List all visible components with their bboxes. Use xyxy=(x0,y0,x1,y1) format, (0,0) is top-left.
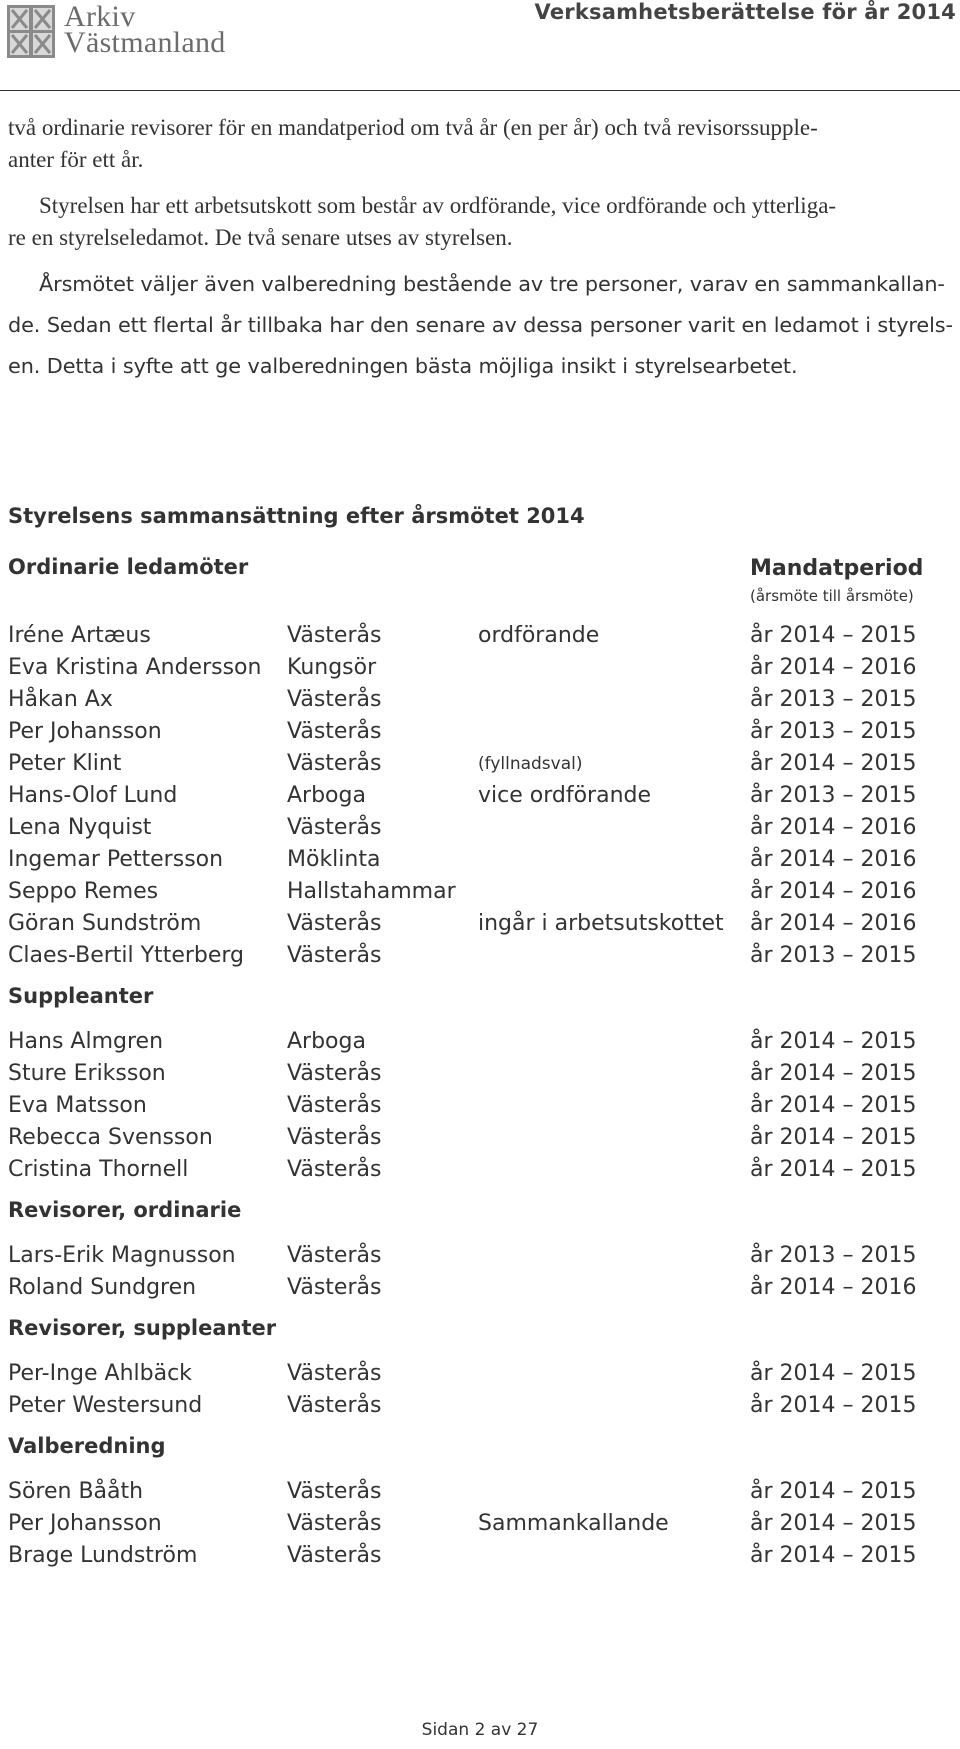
roster-row xyxy=(8,1058,953,1090)
member-term: år 2014 – 2015 xyxy=(750,751,917,776)
page-header xyxy=(0,0,960,92)
ordinary-members-heading: Ordinarie ledamöter xyxy=(8,555,249,579)
member-term: år 2014 – 2016 xyxy=(750,879,917,904)
roster-row xyxy=(8,1026,953,1058)
logo-mark-icon xyxy=(6,4,56,59)
member-name: Rebecca Svensson xyxy=(8,1125,213,1150)
member-term: år 2013 – 2015 xyxy=(750,719,917,744)
roster-row xyxy=(8,716,953,748)
logo-line-arkiv: Arkiv xyxy=(64,0,136,33)
member-town: Västerås xyxy=(287,623,382,648)
roster-row xyxy=(8,684,953,716)
roster-row xyxy=(8,1122,953,1154)
member-term: år 2014 – 2015 xyxy=(750,1157,917,1182)
roster-row xyxy=(8,1154,953,1186)
member-town: Möklinta xyxy=(287,847,381,872)
member-town: Arboga xyxy=(287,1029,366,1054)
roster-row xyxy=(8,1272,953,1304)
member-role: vice ordförande xyxy=(478,783,652,808)
member-term: år 2013 – 2015 xyxy=(750,783,917,808)
member-term: år 2014 – 2016 xyxy=(750,1275,917,1300)
member-name: Sture Eriksson xyxy=(8,1061,166,1086)
term-heading: Mandatperiod xyxy=(750,556,924,581)
roster-row xyxy=(8,652,953,684)
member-name: Peter Klint xyxy=(8,751,122,776)
roster-row xyxy=(8,1240,953,1272)
member-role: ordförande xyxy=(478,623,600,648)
member-name: Lena Nyquist xyxy=(8,815,152,840)
member-name: Håkan Ax xyxy=(8,687,113,712)
intro-line-3: Styrelsen har ett arbetsutskott som består av ordförande, vice ordförande och ytterliga- xyxy=(39,193,837,218)
group-heading: Revisorer, suppleanter xyxy=(8,1316,277,1340)
member-name: Iréne Artæus xyxy=(8,623,151,648)
intro-line-4: re en styrelseledamot. De två senare utses av styrelsen. xyxy=(8,225,513,250)
member-name: Ingemar Pettersson xyxy=(8,847,224,872)
member-name: Per-Inge Ahlbäck xyxy=(8,1361,192,1386)
member-town: Västerås xyxy=(287,1393,382,1418)
member-town: Västerås xyxy=(287,1479,382,1504)
intro-line-7: en. Detta i syfte att ge valberedningen bästa möjliga insikt i styrelsearbetet. xyxy=(8,354,798,378)
board-roster xyxy=(8,620,953,1572)
member-term: år 2014 – 2016 xyxy=(750,815,917,840)
member-town: Västerås xyxy=(287,1511,382,1536)
roster-row xyxy=(8,780,953,812)
member-name: Lars-Erik Magnusson xyxy=(8,1243,236,1268)
member-town: Västerås xyxy=(287,1543,382,1568)
roster-row xyxy=(8,1090,953,1122)
intro-text xyxy=(8,112,953,382)
member-town: Västerås xyxy=(287,1275,382,1300)
member-name: Claes-Bertil Ytterberg xyxy=(8,943,245,968)
member-name: Hans-Olof Lund xyxy=(8,783,178,808)
member-term: år 2014 – 2015 xyxy=(750,623,917,648)
member-term: år 2013 – 2015 xyxy=(750,687,917,712)
roster-row xyxy=(8,1476,953,1508)
intro-line-2: anter för ett år. xyxy=(8,147,144,172)
member-town: Västerås xyxy=(287,1243,382,1268)
roster-row xyxy=(8,876,953,908)
group-heading: Valberedning xyxy=(8,1434,166,1458)
member-town: Västerås xyxy=(287,687,382,712)
member-term: år 2014 – 2015 xyxy=(750,1479,917,1504)
term-subheading: (årsmöte till årsmöte) xyxy=(750,587,914,605)
header-divider xyxy=(0,90,960,91)
member-term: år 2014 – 2015 xyxy=(750,1393,917,1418)
member-town: Västerås xyxy=(287,751,382,776)
roster-row xyxy=(8,1358,953,1390)
member-town: Västerås xyxy=(287,1157,382,1182)
member-town: Västerås xyxy=(287,815,382,840)
member-town: Arboga xyxy=(287,783,366,808)
member-town: Västerås xyxy=(287,1093,382,1118)
logo-line-vastmanland: Västmanland xyxy=(64,26,226,59)
board-composition-heading: Styrelsens sammansättning efter årsmötet 2014 xyxy=(8,504,585,528)
roster-row xyxy=(8,812,953,844)
member-name: Brage Lundström xyxy=(8,1543,198,1568)
member-town: Hallstahammar xyxy=(287,879,456,904)
group-heading: Suppleanter xyxy=(8,984,154,1008)
roster-row xyxy=(8,620,953,652)
document-title: Verksamhetsberättelse för år 2014 xyxy=(534,0,956,24)
member-role: ingår i arbetsutskottet xyxy=(478,911,724,936)
member-name: Göran Sundström xyxy=(8,911,202,936)
member-name: Eva Matsson xyxy=(8,1093,147,1118)
intro-line-1: två ordinarie revisorer för en mandatperiod om två år (en per år) och två revisorssupple- xyxy=(8,115,818,140)
member-term: år 2013 – 2015 xyxy=(750,1243,917,1268)
member-term: år 2013 – 2015 xyxy=(750,943,917,968)
member-town: Västerås xyxy=(287,1125,382,1150)
roster-row xyxy=(8,748,953,780)
member-name: Hans Almgren xyxy=(8,1029,164,1054)
group-heading: Revisorer, ordinarie xyxy=(8,1198,242,1222)
member-name: Sören Bååth xyxy=(8,1479,144,1504)
roster-row xyxy=(8,1390,953,1422)
member-town: Kungsör xyxy=(287,655,377,680)
page-number: Sidan 2 av 27 xyxy=(421,1720,539,1740)
intro-line-6: de. Sedan ett flertal år tillbaka har den senare av dessa personer varit en ledamot i styrels- xyxy=(8,313,953,337)
member-term: år 2014 – 2015 xyxy=(750,1061,917,1086)
roster-row xyxy=(8,1508,953,1540)
archive-logo xyxy=(6,0,226,62)
roster-row xyxy=(8,908,953,940)
member-town: Västerås xyxy=(287,943,382,968)
member-term: år 2014 – 2015 xyxy=(750,1543,917,1568)
member-term: år 2014 – 2015 xyxy=(750,1125,917,1150)
logo-wordmark xyxy=(64,0,226,59)
member-name: Seppo Remes xyxy=(8,879,159,904)
member-term: år 2014 – 2016 xyxy=(750,847,917,872)
member-role: Sammankallande xyxy=(478,1511,669,1536)
member-town: Västerås xyxy=(287,1061,382,1086)
roster-row xyxy=(8,1540,953,1572)
roster-row xyxy=(8,940,953,972)
member-town: Västerås xyxy=(287,911,382,936)
member-term: år 2014 – 2015 xyxy=(750,1029,917,1054)
member-name: Eva Kristina Andersson xyxy=(8,655,262,680)
member-name: Peter Westersund xyxy=(8,1393,203,1418)
member-term: år 2014 – 2015 xyxy=(750,1361,917,1386)
member-term: år 2014 – 2016 xyxy=(750,655,917,680)
member-term: år 2014 – 2016 xyxy=(750,911,917,936)
member-town: Västerås xyxy=(287,719,382,744)
roster-row xyxy=(8,844,953,876)
member-name: Per Johansson xyxy=(8,719,162,744)
member-name: Per Johansson xyxy=(8,1511,162,1536)
member-role: (fyllnadsval) xyxy=(478,754,583,774)
intro-line-5: Årsmötet väljer även valberedning bestående av tre personer, varav en sammankallan- xyxy=(39,272,945,296)
member-name: Roland Sundgren xyxy=(8,1275,197,1300)
member-term: år 2014 – 2015 xyxy=(750,1511,917,1536)
member-name: Cristina Thornell xyxy=(8,1157,189,1182)
member-term: år 2014 – 2015 xyxy=(750,1093,917,1118)
member-town: Västerås xyxy=(287,1361,382,1386)
